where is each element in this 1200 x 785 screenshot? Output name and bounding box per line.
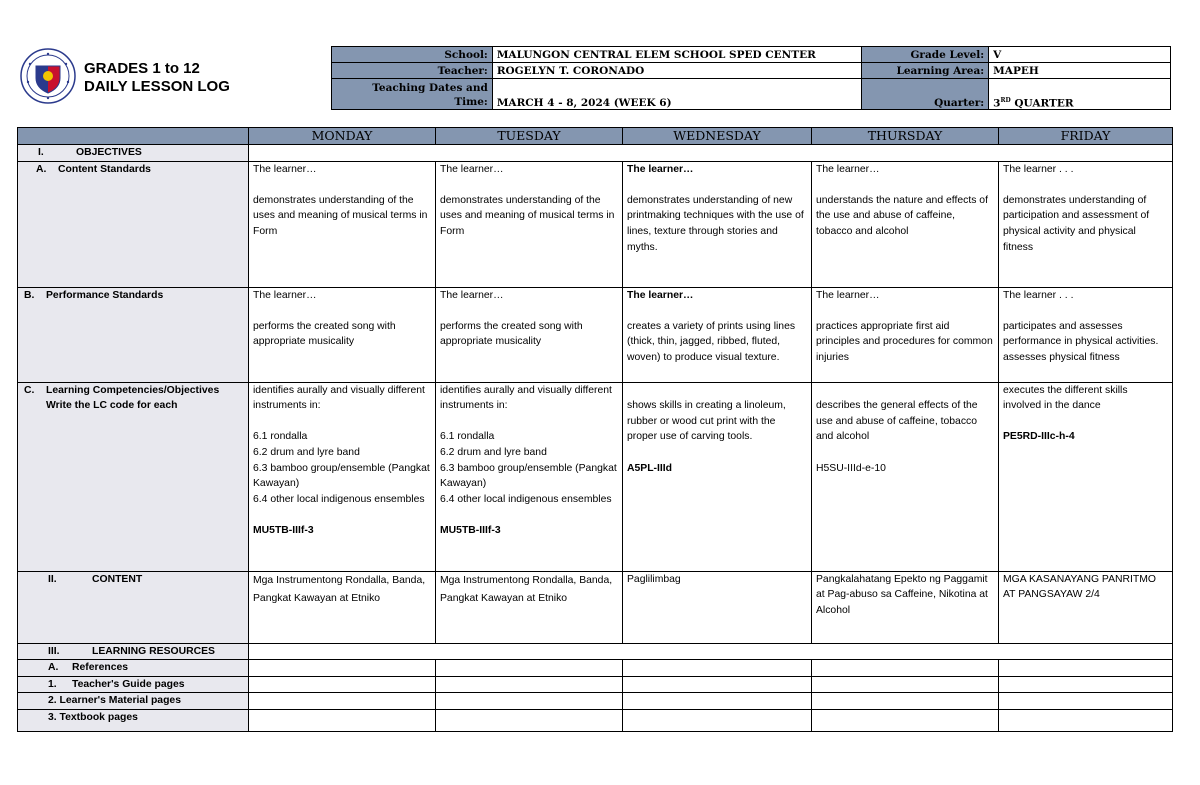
- quarter-word: QUARTER: [1010, 97, 1074, 109]
- area-value: MAPEH: [989, 63, 1171, 79]
- lc-monday: identifies aurally and visually different instruments in: 6.1 rondalla 6.2 drum and lyre band 6.3 bamboo group/ensemble (Pangkat Kawayan) 6.4 other local indigenous ensembles MU5TB-IIIf-3: [249, 382, 436, 571]
- content-friday: MGA KASANAYANG PANRITMO AT PANGSAYAW 2/4: [999, 571, 1173, 643]
- day-monday: MONDAY: [249, 128, 436, 145]
- quarter-number: 3: [993, 97, 1001, 109]
- quarter-label: Quarter:: [862, 79, 989, 110]
- objectives-empty: [249, 145, 1173, 162]
- resources-row: [18, 643, 1173, 660]
- dates-value: MARCH 4 - 8, 2024 (WEEK 6): [492, 79, 861, 110]
- objectives-row: [18, 145, 1173, 162]
- content-tuesday: Mga Instrumentong Rondalla, Banda, Pangkat Kawayan at Etniko: [436, 571, 623, 643]
- grade-label: Grade Level:: [862, 47, 989, 63]
- resources-empty: [249, 643, 1173, 660]
- corner-cell: [18, 128, 249, 145]
- learners-material-label: 2. Learner's Material pages: [18, 693, 249, 710]
- day-tuesday: TUESDAY: [436, 128, 623, 145]
- learners-material-row: [18, 693, 1173, 710]
- teacher-label: Teacher:: [332, 63, 493, 79]
- area-label: Learning Area:: [862, 63, 989, 79]
- lc-code-tuesday: MU5TB-IIIf-3: [440, 524, 501, 536]
- content-monday: Mga Instrumentong Rondalla, Banda, Pangkat Kawayan at Etniko: [249, 571, 436, 643]
- performance-standards-label: B. Performance Standards: [18, 287, 249, 382]
- ps-friday: The learner . . . participates and assesses performance in physical activities. assesses physical fitness: [999, 287, 1173, 382]
- competencies-label: C. Learning Competencies/Objectives Write the LC code for each: [18, 382, 249, 571]
- dates-label-line-1: Teaching Dates and: [372, 82, 488, 94]
- day-thursday: THURSDAY: [812, 128, 999, 145]
- lc-code-thursday: H5SU-IIId-e-10: [816, 462, 886, 474]
- ps-wednesday: The learner… creates a variety of prints using lines (thick, thin, jagged, ribbed, fluted, woven) to produce visual texture.: [623, 287, 812, 382]
- competencies-row: [18, 382, 1173, 571]
- resources-label: III. LEARNING RESOURCES: [18, 643, 249, 660]
- textbook-row: [18, 709, 1173, 731]
- document-title: [84, 60, 230, 96]
- references-label: A. References: [18, 660, 249, 677]
- teachers-guide-row: [18, 676, 1173, 693]
- header-info-table: [331, 46, 1171, 110]
- ps-tuesday: The learner… performs the created song with appropriate musicality: [436, 287, 623, 382]
- ps-thursday: The learner… practices appropriate first aid principles and procedures for common injuries: [812, 287, 999, 382]
- teacher-value: ROGELYN T. CORONADO: [492, 63, 861, 79]
- cs-thursday: The learner… understands the nature and effects of the use and abuse of caffeine, tobacco and alcohol: [812, 161, 999, 287]
- school-label: School:: [332, 47, 493, 63]
- quarter-suffix: RD: [1000, 96, 1011, 104]
- content-thursday: Pangkalahatang Epekto ng Paggamit at Pag-abuso sa Caffeine, Nikotina at Alcohol: [812, 571, 999, 643]
- content-wednesday: Paglilimbag: [623, 571, 812, 643]
- dates-label: [332, 79, 493, 110]
- content-label: II. CONTENT: [18, 571, 249, 643]
- grade-value: V: [989, 47, 1171, 63]
- lc-wednesday: shows skills in creating a linoleum, rubber or wood cut print with the proper use of carving tools. A5PL-IIId: [623, 382, 812, 571]
- content-standards-row: [18, 161, 1173, 287]
- lc-code-friday: PE5RD-IIIc-h-4: [1003, 431, 1075, 443]
- content-row: [18, 571, 1173, 643]
- performance-standards-row: [18, 287, 1173, 382]
- ps-monday: The learner… performs the created song with appropriate musicality: [249, 287, 436, 382]
- title-line-1: GRADES 1 to 12: [84, 60, 200, 77]
- lesson-log-table: [17, 127, 1173, 732]
- lc-tuesday: identifies aurally and visually different instruments in: 6.1 rondalla 6.2 drum and lyre band 6.3 bamboo group/ensemble (Pangkat Kawayan) 6.4 other local indigenous ensembles MU5TB-IIIf-3: [436, 382, 623, 571]
- cs-tuesday: The learner… demonstrates understanding of the uses and meaning of musical terms in Form: [436, 161, 623, 287]
- deped-seal-icon: [20, 48, 76, 104]
- dates-label-line-2: Time:: [454, 96, 488, 108]
- lc-friday: executes the different skills involved in the dance PE5RD-IIIc-h-4: [999, 382, 1173, 571]
- cs-monday: The learner… demonstrates understanding of the uses and meaning of musical terms in Form: [249, 161, 436, 287]
- quarter-value: [989, 79, 1171, 110]
- lc-code-monday: MU5TB-IIIf-3: [253, 524, 314, 536]
- cs-wednesday: The learner… demonstrates understanding of new printmaking techniques with the use of lines, texture through stories and myths.: [623, 161, 812, 287]
- title-line-2: DAILY LESSON LOG: [84, 78, 230, 95]
- lc-code-wednesday: A5PL-IIId: [627, 462, 673, 474]
- cs-friday: The learner . . . demonstrates understanding of participation and assessment of physical activity and physical fitness: [999, 161, 1173, 287]
- day-header-row: [18, 128, 1173, 145]
- lc-thursday: describes the general effects of the use and abuse of caffeine, tobacco and alcohol H5SU-IIId-e-10: [812, 382, 999, 571]
- day-friday: FRIDAY: [999, 128, 1173, 145]
- references-row: [18, 660, 1173, 677]
- day-wednesday: WEDNESDAY: [623, 128, 812, 145]
- objectives-label: I. OBJECTIVES: [18, 145, 249, 162]
- content-standards-label: A. Content Standards: [18, 161, 249, 287]
- textbook-label: 3. Textbook pages: [18, 709, 249, 731]
- school-value: MALUNGON CENTRAL ELEM SCHOOL SPED CENTER: [492, 47, 861, 63]
- teachers-guide-label: 1. Teacher's Guide pages: [18, 676, 249, 693]
